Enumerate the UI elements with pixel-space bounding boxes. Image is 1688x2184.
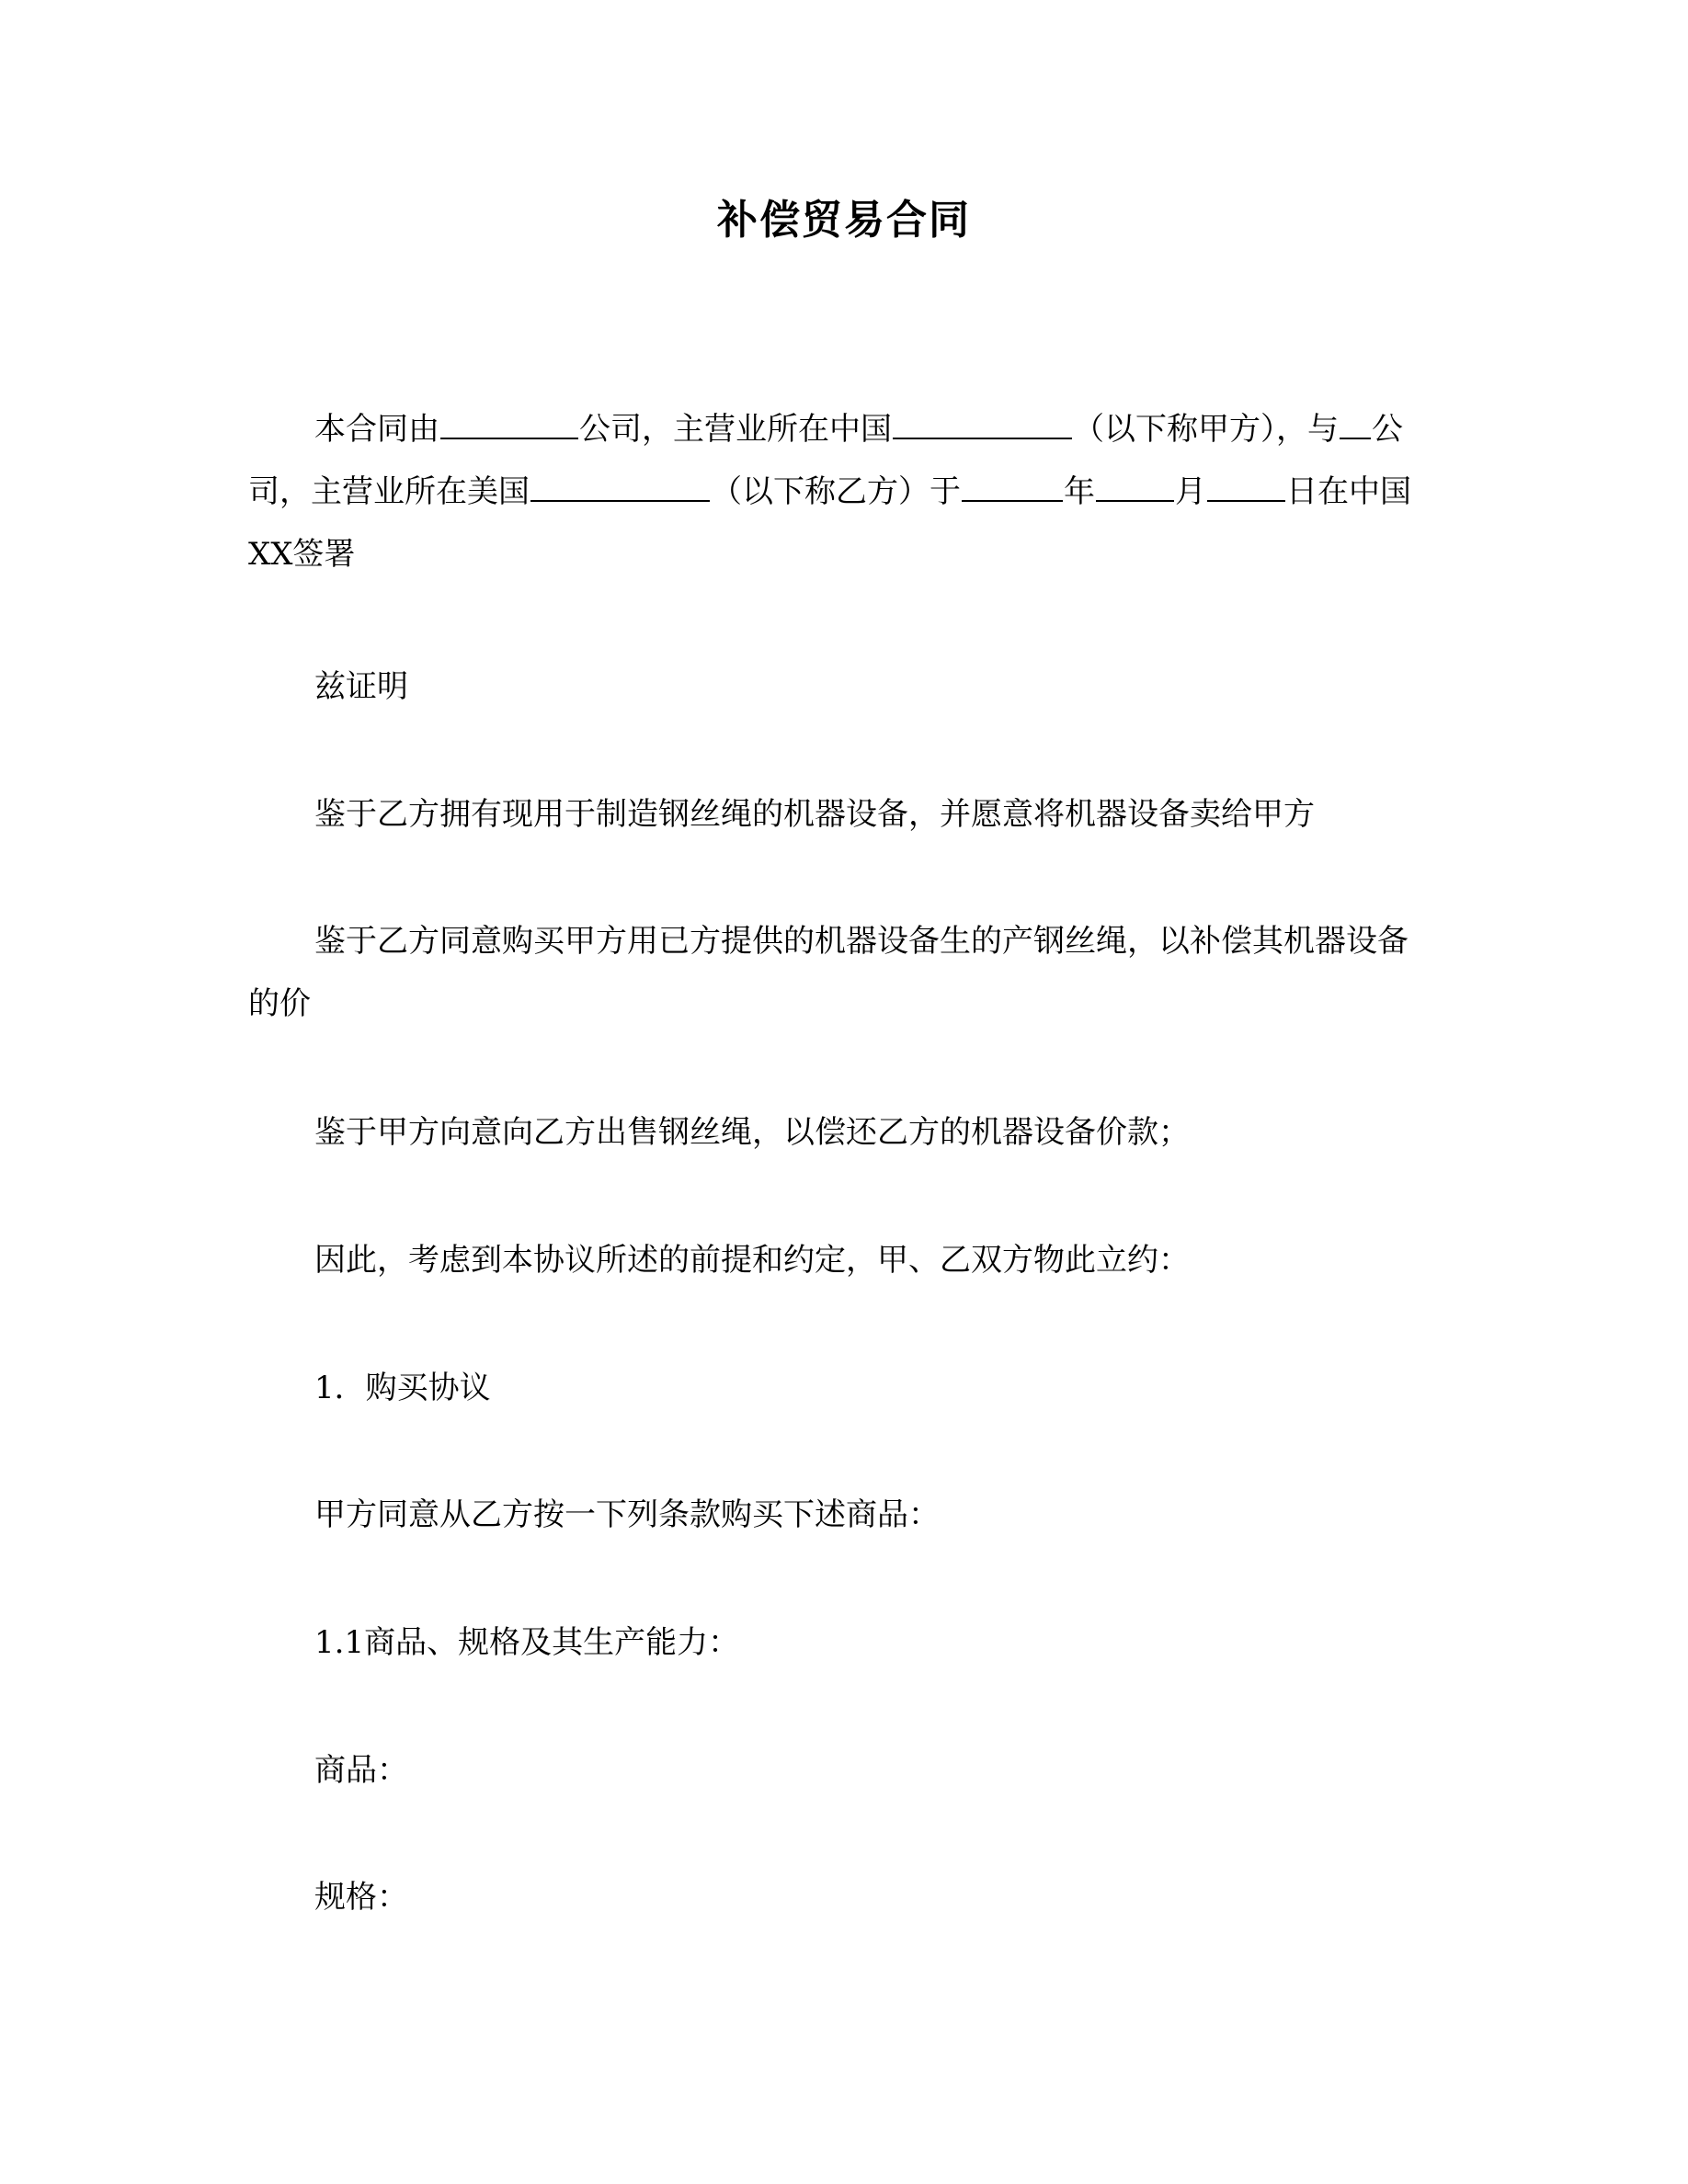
intro-text-2: 公司，主营业所在中国 [579,411,892,448]
paragraph-whereas-3: 鉴于甲方向意向乙方出售钢丝绳，以偿还乙方的机器设备价款； [314,1114,1190,1151]
section-heading-purchase: 1．购买协议 [314,1370,491,1406]
intro-text-5: （以下称乙方）于 [711,473,961,510]
field-label-goods: 商品： [314,1752,408,1789]
intro-text-4: 公司，主营业所在美国 [248,411,1403,510]
intro-paragraph [248,398,1434,586]
field-label-specification: 规格： [314,1879,408,1916]
subsection-heading-goods: 1.1商品、规格及其生产能力： [314,1624,740,1661]
blank-party-b-company[interactable] [1340,406,1371,439]
intro-text-8: 日在中国XX签署 [248,473,1411,573]
paragraph-therefore: 因此，考虑到本协议所述的前提和约定，甲、乙双方物此立约： [314,1242,1190,1279]
intro-text-7: 月 [1175,473,1206,510]
document-title: 补偿贸易合同 [717,197,971,244]
paragraph-purchase-terms: 甲方同意从乙方按一下列条款购买下述商品： [314,1496,940,1533]
intro-text-6: 年 [1064,473,1095,510]
blank-month[interactable] [1096,469,1174,502]
blank-party-a-company[interactable] [440,406,578,439]
blank-day[interactable] [1207,469,1285,502]
blank-party-b-address[interactable] [530,469,710,502]
intro-text-3: （以下称甲方），与 [1073,411,1339,448]
blank-party-a-address[interactable] [893,406,1072,439]
paragraph-whereas-1: 鉴于乙方拥有现用于制造钢丝绳的机器设备，并愿意将机器设备卖给甲方 [314,796,1315,833]
paragraph-whereas-2: 鉴于乙方同意购买甲方用已方提供的机器设备生的产钢丝绳，以补偿其机器设备的价 [248,923,1409,1022]
paragraph-witness: 兹证明 [314,668,408,705]
blank-year[interactable] [962,469,1063,502]
intro-text-1: 本合同由 [314,411,439,448]
